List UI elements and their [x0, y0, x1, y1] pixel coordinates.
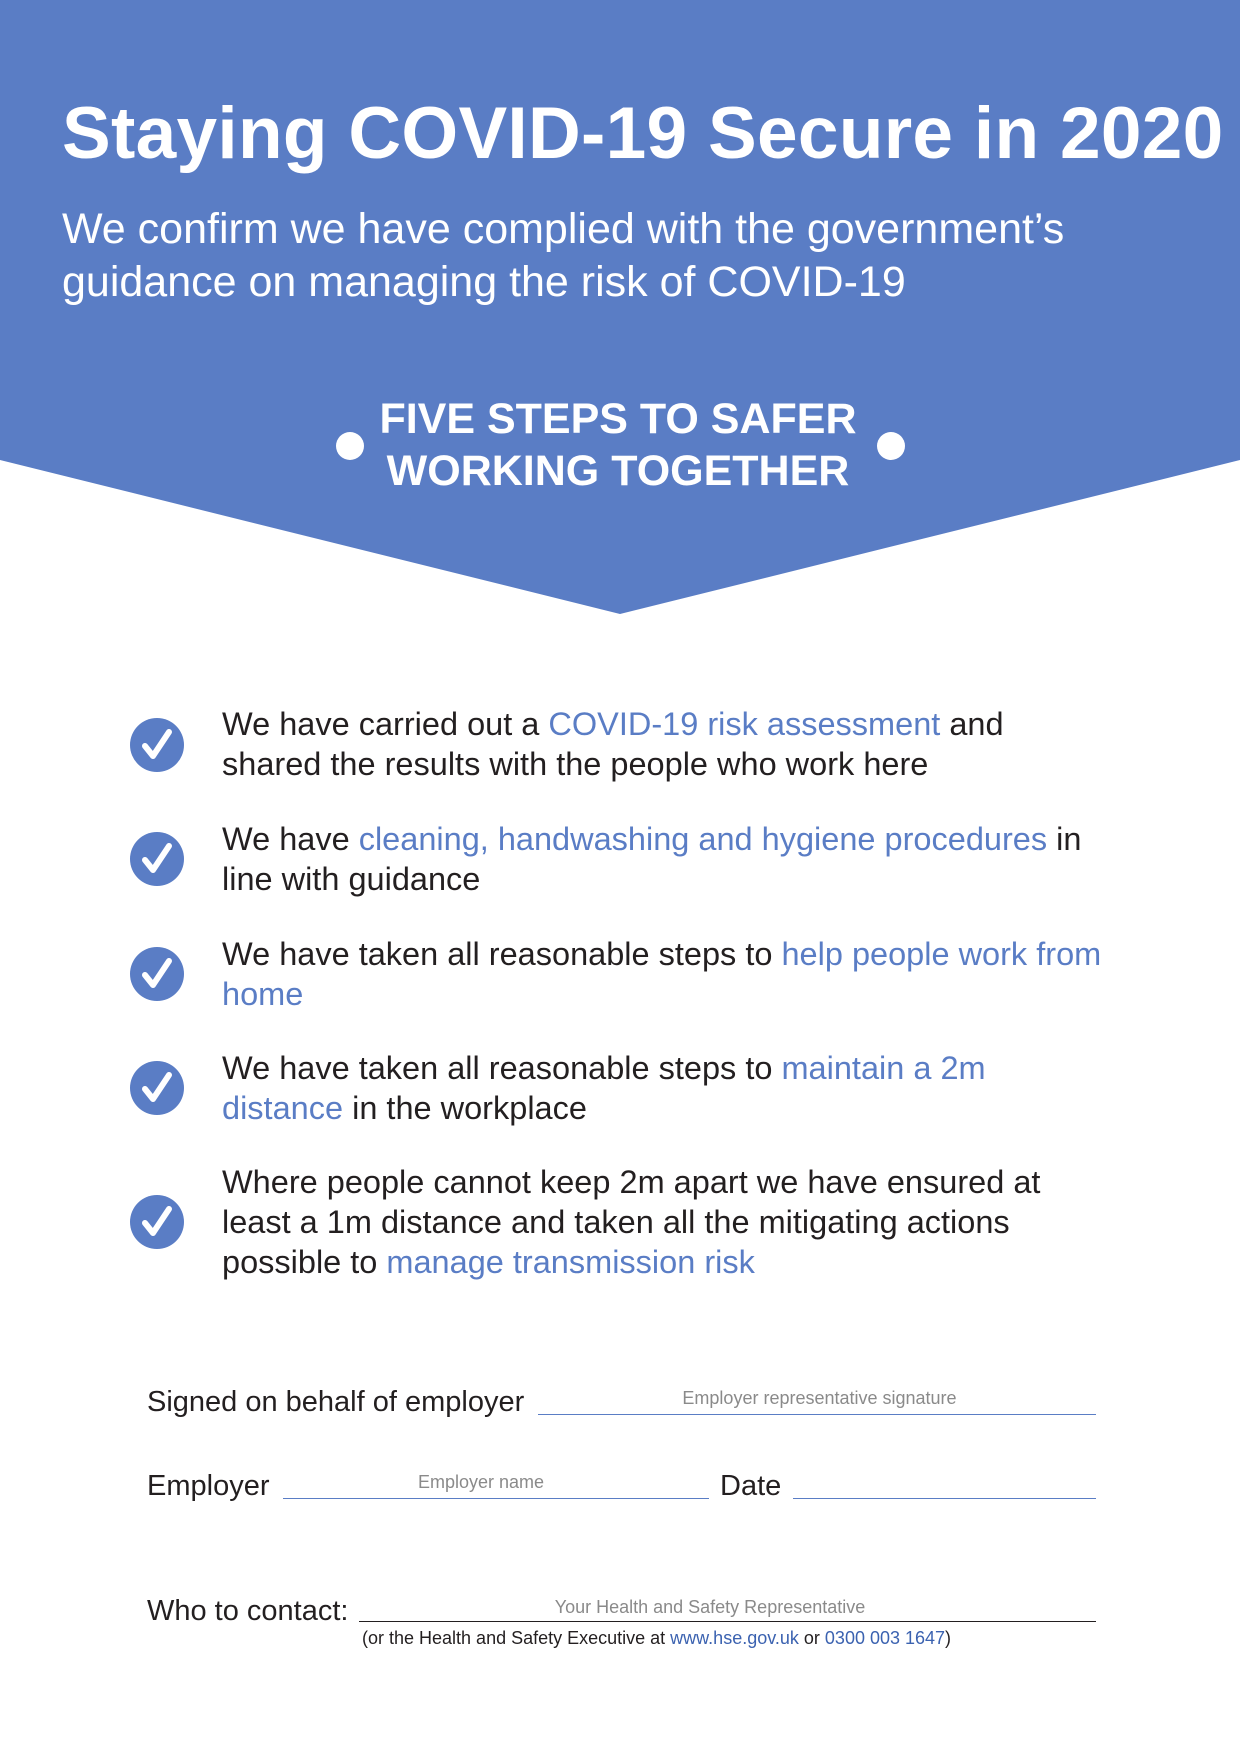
date-field[interactable]: [793, 1498, 1096, 1499]
checklist-item-text-part: We have: [222, 821, 359, 857]
signature-field[interactable]: [538, 1414, 1096, 1415]
checklist-item-text-part: and shared the results with the people who work here: [222, 706, 1004, 782]
checklist-item-text-part: We have taken all reasonable steps to: [222, 936, 782, 972]
hse-website-link[interactable]: www.hse.gov.uk: [670, 1628, 799, 1648]
checklist-item-highlight: maintain a 2m distance: [222, 1050, 986, 1126]
checklist-item-text: [222, 934, 1102, 1014]
date-label: Date: [720, 1470, 782, 1502]
checkmark-icon: [130, 718, 184, 772]
checklist-item-text: [222, 819, 1102, 899]
checklist-item-text: [222, 1048, 1102, 1128]
checkmark-icon: [130, 832, 184, 886]
checklist-item-highlight: COVID-19 risk assessment: [548, 706, 941, 742]
contact-placeholder: Your Health and Safety Representative: [554, 1597, 866, 1617]
checklist-item-text: [222, 704, 1102, 784]
contact-footnote: [362, 1628, 951, 1649]
checkmark-icon: [130, 1061, 184, 1115]
footnote-suffix: ): [945, 1628, 952, 1648]
checklist-item-text: [222, 1162, 1102, 1282]
checklist-item-highlight: manage transmission risk: [386, 1244, 755, 1280]
steps-heading-line-1: FIVE STEPS TO SAFER: [379, 395, 857, 443]
page-subtitle: We confirm we have complied with the government’s guidance on managing the risk of COVID-19: [62, 205, 1065, 306]
signed-label: Signed on behalf of employer: [147, 1386, 525, 1418]
checklist-item-highlight: help people work from home: [222, 936, 1102, 1012]
contact-label: Who to contact:: [147, 1595, 349, 1627]
checklist-item-text-part: We have taken all reasonable steps to: [222, 1050, 782, 1086]
page-title: Staying COVID-19 Secure in 2020: [62, 93, 1224, 174]
hse-phone-link[interactable]: 0300 003 1647: [824, 1628, 946, 1648]
footnote-prefix: (or the Health and Safety Executive at: [362, 1628, 671, 1648]
employer-name-field[interactable]: [283, 1498, 709, 1499]
signature-placeholder: Employer representative signature: [682, 1388, 957, 1408]
checklist-item-text-part: in the workplace: [343, 1090, 587, 1126]
checklist-item-highlight: cleaning, handwashing and hygiene procedures: [358, 821, 1048, 857]
employer-name-placeholder: Employer name: [417, 1472, 545, 1492]
employer-label: Employer: [147, 1470, 270, 1502]
contact-field[interactable]: [359, 1621, 1096, 1622]
steps-heading-line-2: WORKING TOGETHER: [386, 447, 850, 495]
checkmark-icon: [130, 1195, 184, 1249]
checklist-item-text-part: in line with guidance: [222, 821, 1082, 897]
checklist-item-text-part: We have carried out a: [222, 706, 549, 742]
footnote-middle: or: [798, 1628, 825, 1648]
checkmark-icon: [130, 947, 184, 1001]
checklist-item-text-part: Where people cannot keep 2m apart we have ensured at least a 1m distance and taken all the mitigating actions possible to: [222, 1164, 1041, 1280]
